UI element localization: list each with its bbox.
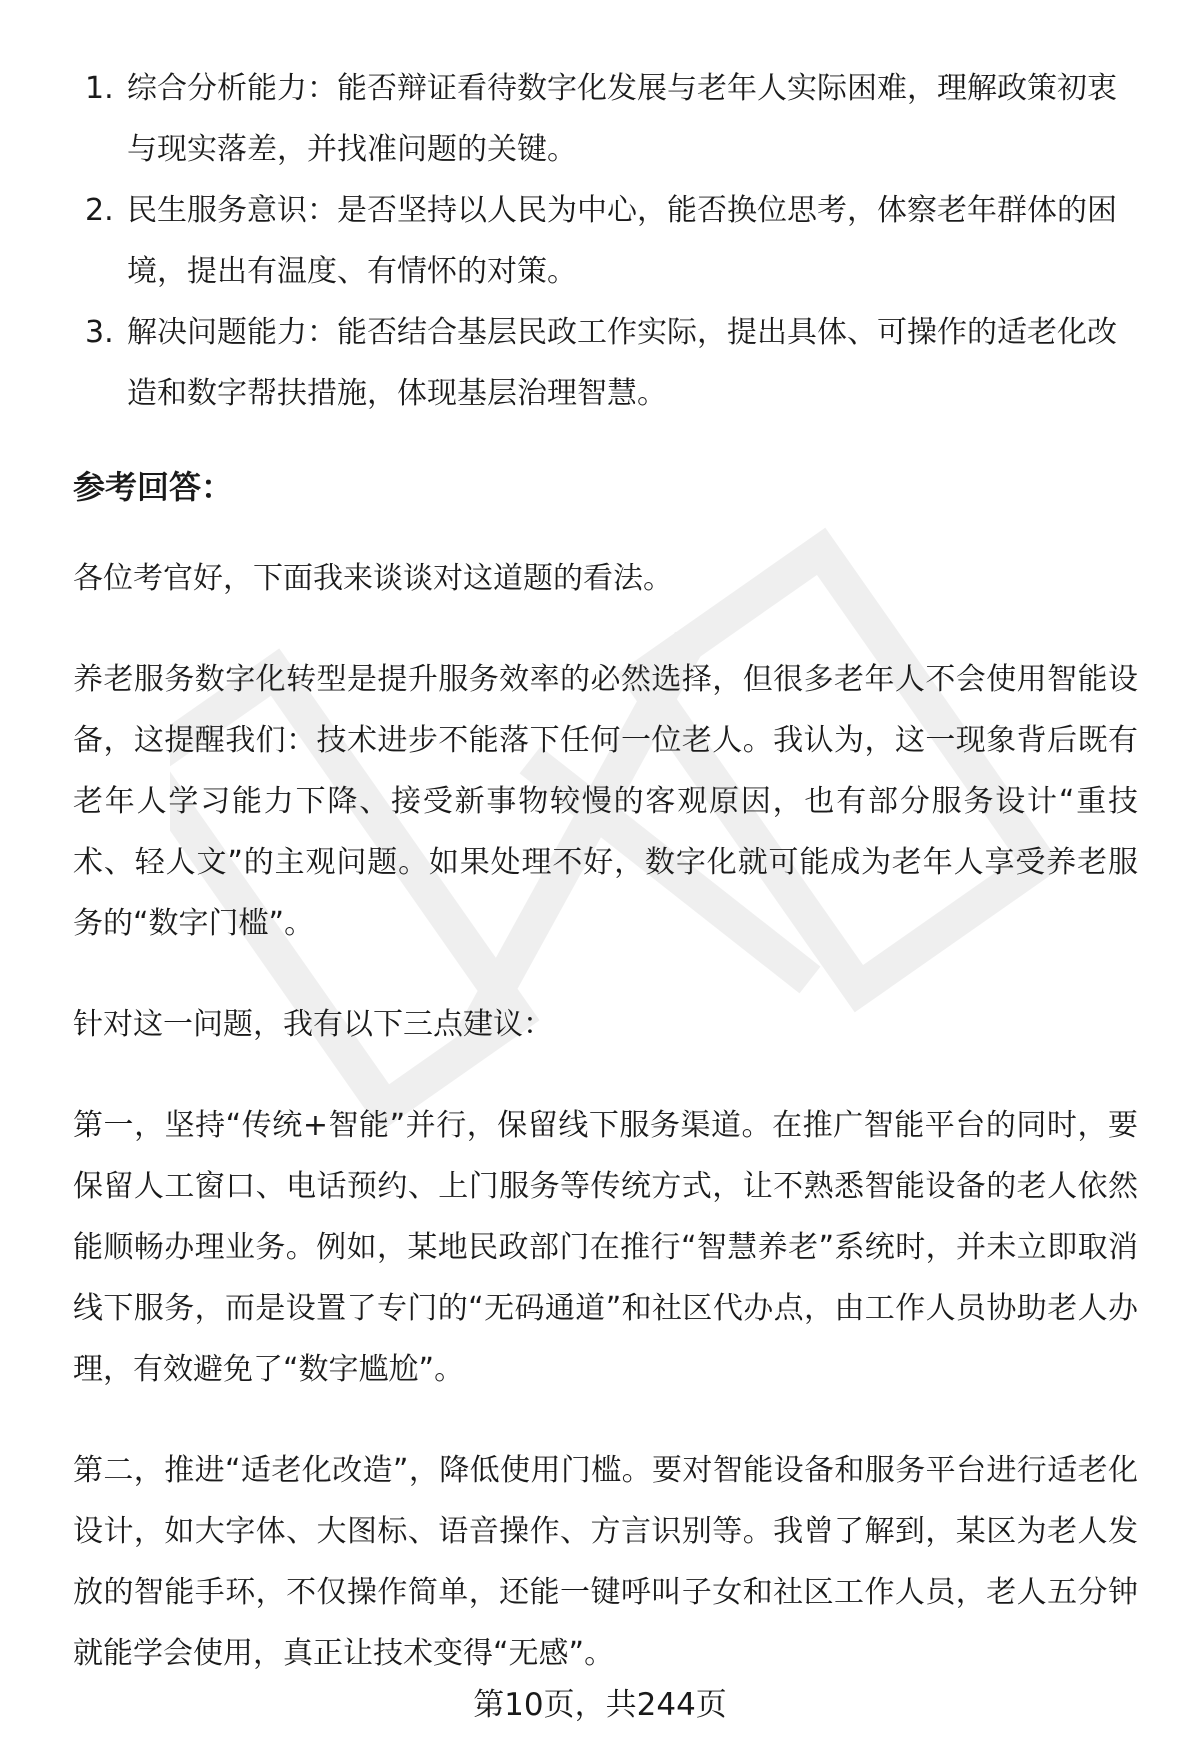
list-item [73, 58, 1138, 180]
document-content [73, 58, 1138, 1684]
list-item [73, 302, 1138, 424]
page-number: 第10页，共244页 [473, 1687, 727, 1723]
greeting-paragraph: 各位考官好，下面我来谈谈对这道题的看法。 [73, 561, 673, 596]
list-item [73, 180, 1138, 302]
second-suggestion-paragraph: 第二，推进“适老化改造”，降低使用门槛。要对智能设备和服务平台进行适老化设计，如大字体、大图标、语音操作、方言识别等。我曾了解到，某区为老人发放的智能手环，不仅操作简单，还能一键呼叫子女和社区工作人员，老人五分钟就能学会使用，真正让技术变得“无感”。 [73, 1453, 1138, 1671]
list-item-text: 综合分析能力：能否辩证看待数字化发展与老年人实际困难，理解政策初衷与现实落差，并找准问题的关键。 [127, 71, 1117, 167]
evaluation-criteria-list [73, 58, 1138, 424]
list-item-text: 解决问题能力：能否结合基层民政工作实际，提出具体、可操作的适老化改造和数字帮扶措施，体现基层治理智慧。 [127, 315, 1117, 411]
intro-paragraph: 养老服务数字化转型是提升服务效率的必然选择，但很多老年人不会使用智能设备，这提醒我们：技术进步不能落下任何一位老人。我认为，这一现象背后既有老年人学习能力下降、接受新事物较慢的客观原因，也有部分服务设计“重技术、轻人文”的主观问题。如果处理不好，数字化就可能成为老年人享受养老服务的“数字门槛”。 [73, 662, 1138, 941]
answer-heading: 参考回答： [73, 468, 234, 506]
lead-paragraph: 针对这一问题，我有以下三点建议： [73, 1007, 553, 1042]
list-item-text: 民生服务意识：是否坚持以人民为中心，能否换位思考，体察老年群体的困境，提出有温度、有情怀的对策。 [127, 193, 1117, 289]
first-suggestion-paragraph: 第一，坚持“传统+智能”并行，保留线下服务渠道。在推广智能平台的同时，要保留人工窗口、电话预约、上门服务等传统方式，让不熟悉智能设备的老人依然能顺畅办理业务。例如，某地民政部门在推行“智慧养老”系统时，并未立即取消线下服务，而是设置了专门的“无码通道”和社区代办点，由工作人员协助老人办理，有效避免了“数字尴尬”。 [73, 1108, 1138, 1387]
list-number: 2. [85, 193, 114, 228]
list-number: 1. [85, 71, 114, 106]
list-number: 3. [85, 315, 114, 350]
